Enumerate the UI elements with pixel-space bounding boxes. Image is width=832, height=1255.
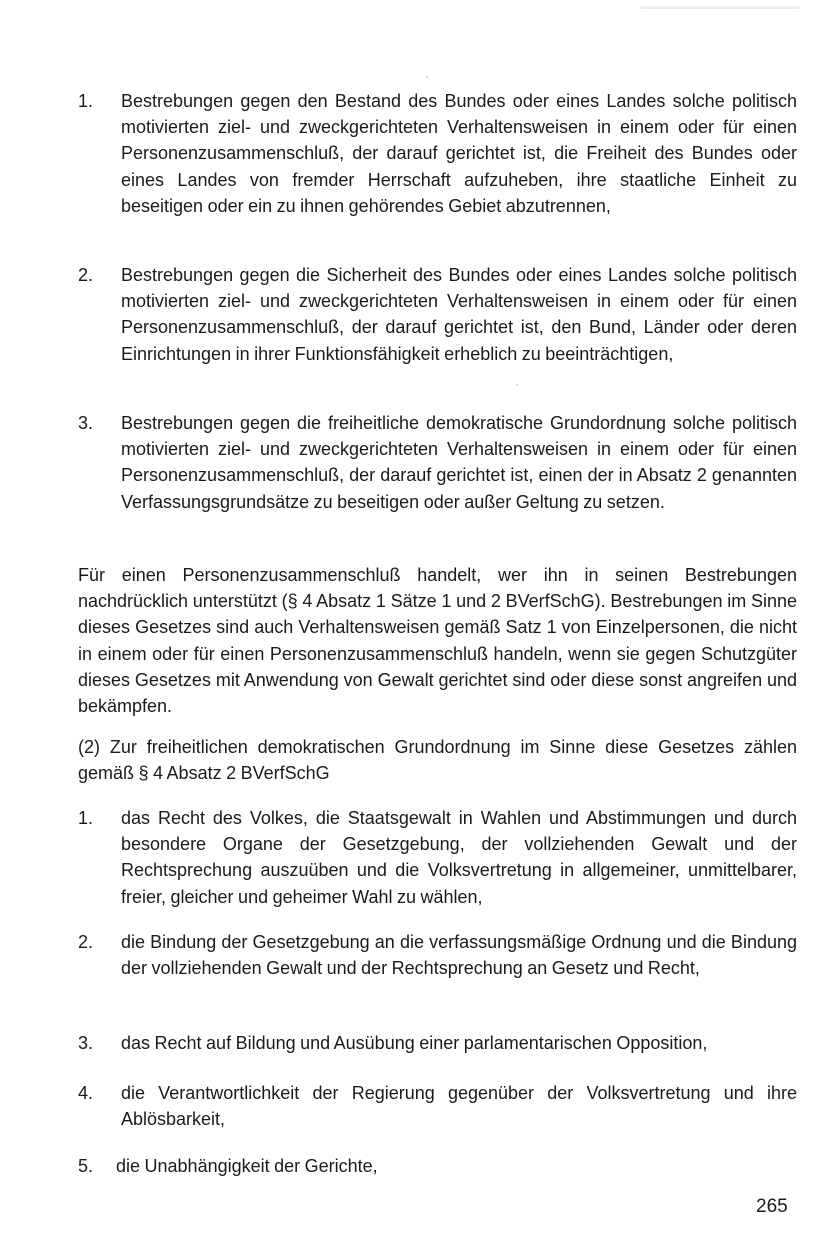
list-item xyxy=(78,88,797,248)
list-item-number: 3. xyxy=(78,413,94,433)
list-item-text: Bestrebungen gegen den Bestand des Bundes oder eines Landes solche politisch motivierten ziel- und zweckgerichteten Verhaltensweisen in einem oder für einen Personenzusammenschluß, der darauf gerichtet ist, die Freiheit des Bundes oder eines Landes von fremder Herrschaft aufzuheben, ihre staatliche Einheit zu beseitigen oder ein zu ihnen gehörendes Gebiet abzutrennen, xyxy=(121,91,797,216)
list-item-text: die Bindung der Gesetzgebung an die verfassungsmäßige Ordnung und die Bindung der vollziehenden Gewalt und der Rechtsprechung an Gesetz und Recht, xyxy=(121,932,797,979)
paragraph-personenzusammenschluss: Für einen Personenzusammenschluß handelt, wer ihn in seinen Bestrebungen nachdrücklich unterstützt (§ 4 Absatz 1 Sätze 1 und 2 BVerfSchG). Bestrebungen im Sinne dieses Gesetzes sind auch Verhaltensweisen gemäß Satz 1 von Einzelpersonen, die nicht in einem oder für einen Personenzusammenschluß handeln, wenn sie gegen Schutzgüter dieses Gesetzes mit Anwendung von Gewalt gerichtet sind oder diese sonst angreifen und bekämpfen. xyxy=(78,565,797,717)
list-item-number: 2. xyxy=(78,932,94,952)
list-item-number: 3. xyxy=(78,1033,94,1053)
list-item xyxy=(78,929,797,1011)
list-item-number: 4. xyxy=(78,1083,94,1103)
list-item-number: 1. xyxy=(78,808,94,828)
page-number: 265 xyxy=(756,1196,788,1217)
list-item xyxy=(78,1030,797,1060)
list-item-text: das Recht des Volkes, die Staatsgewalt in Wahlen und Abstimmungen und durch besondere Organe der Gesetzgebung, der vollziehenden Gewalt und der Rechtsprechung auszuüben und die Volksvertretung in allgemeiner, unmittelbarer, freier, gleicher und geheimer Wahl zu wählen, xyxy=(121,808,797,907)
list-item-text: die Verantwortlichkeit der Regierung gegenüber der Volksvertretung und ihre Ablösbarkeit, xyxy=(121,1083,797,1130)
list-item xyxy=(78,262,797,396)
list-item-text: Bestrebungen gegen die Sicherheit des Bundes oder eines Landes solche politisch motivierten ziel- und zweckgerichteten Verhaltensweisen in einem oder für einen Personenzusammenschluß, der darauf gerichtet ist, den Bund, Länder oder deren Einrichtungen in ihrer Funktionsfähigkeit erheblich zu beeinträchtigen, xyxy=(121,265,797,364)
scan-speck xyxy=(426,76,428,78)
list-item-text: Bestrebungen gegen die freiheitliche demokratische Grundordnung solche politisch motivierten ziel- und zweckgerichteten Verhaltensweisen in einem oder für einen Personenzusammenschluß, der darauf gerichtet ist, einen der in Absatz 2 genannten Verfassungsgrundsätze zu beseitigen oder außer Geltung zu setzen. xyxy=(121,413,797,512)
list-item-text: die Unabhängigkeit der Gerichte, xyxy=(116,1156,378,1176)
list-item xyxy=(78,1153,797,1183)
list-item xyxy=(78,1080,797,1136)
list-item-number: 5. xyxy=(78,1156,94,1176)
list-item xyxy=(78,410,797,544)
paragraph-absatz-2: (2) Zur freiheitlichen demokratischen Grundordnung im Sinne diese Gesetzes zählen gemäß § 4 Absatz 2 BVerfSchG xyxy=(78,737,797,784)
list-item-number: 2. xyxy=(78,265,94,285)
list-item-number: 1. xyxy=(78,91,94,111)
list-item xyxy=(78,805,797,913)
scan-speck xyxy=(640,6,800,9)
list-item-text: das Recht auf Bildung und Ausübung einer parlamentarischen Opposition, xyxy=(121,1033,708,1053)
